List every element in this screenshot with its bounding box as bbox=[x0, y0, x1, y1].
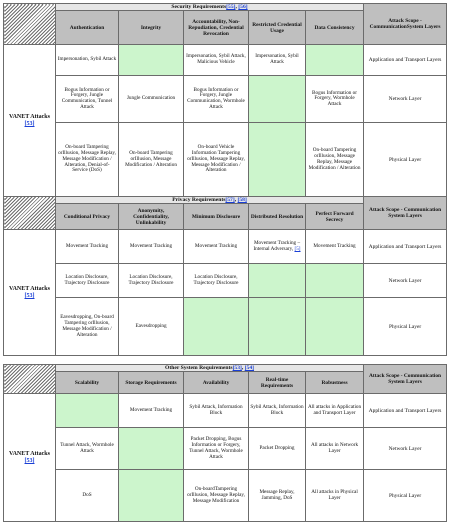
other-attack-scope-header: Attack Scope - Communication System Layers bbox=[364, 365, 447, 394]
security-col-header: Authentication bbox=[56, 11, 119, 45]
table-cell: Jungle Communication bbox=[119, 76, 184, 123]
other-section-title: Other System Requirements[53], [54] bbox=[56, 365, 364, 372]
privacy-requirements-table bbox=[3, 196, 447, 356]
other-col-header: Availability bbox=[184, 372, 249, 394]
table-cell: Movement Tracking bbox=[306, 230, 364, 264]
table-cell: Tunnel Attack, Wormhole Attack bbox=[56, 428, 119, 470]
empty-cell bbox=[184, 298, 249, 356]
table-cell: All attacks in Application and Transport Layer bbox=[306, 394, 364, 428]
table-cell: Impersonation, Sybil Attack bbox=[249, 45, 306, 76]
attack-scope-cell: Physical Layer bbox=[364, 123, 447, 197]
other-corner-cell bbox=[4, 365, 56, 394]
other-col-header: Robustness bbox=[306, 372, 364, 394]
security-vanet-ref-link[interactable]: [53] bbox=[24, 120, 35, 127]
privacy-ref-link-1[interactable]: [57] bbox=[225, 197, 235, 203]
attack-scope-cell: Physical Layer bbox=[364, 470, 447, 522]
table-cell: Movement Tracking bbox=[119, 230, 184, 264]
other-ref-link-1[interactable]: [53] bbox=[232, 365, 242, 371]
security-attack-scope-header: Attack Scope - CommunicationSystem Layers bbox=[364, 4, 447, 45]
attack-scope-cell: Application and Transport Layers bbox=[364, 394, 447, 428]
table-cell: On-board Tampering orIllusion, Message Modification / Alteration bbox=[119, 123, 184, 197]
privacy-col-header: Minimum Disclosure bbox=[184, 204, 249, 230]
table-cell: On-board Tampering orIllusion, Message Replay, Message Modification / Alteration, Denial-of-Service (DoS) bbox=[56, 123, 119, 197]
table-cell: Sybil Attack, Information Block bbox=[249, 394, 306, 428]
table-cell: Packet Dropping bbox=[249, 428, 306, 470]
empty-cell bbox=[306, 298, 364, 356]
attack-scope-cell: Application and Transport Layers bbox=[364, 45, 447, 76]
table-cell: Impersonation, Sybil Attack bbox=[56, 45, 119, 76]
other-ref-link-2[interactable]: [54] bbox=[244, 365, 255, 371]
empty-cell bbox=[119, 470, 184, 522]
privacy-vanet-label: VANET Attacks [53] bbox=[4, 230, 56, 356]
table-cell: Movement Tracking bbox=[56, 230, 119, 264]
other-col-header: Scalability bbox=[56, 372, 119, 394]
table-cell: Movement Tracking bbox=[184, 230, 249, 264]
other-col-header: Real-time Requirements bbox=[249, 372, 306, 394]
privacy-attack-scope-header: Attack Scope - Communication System Layers bbox=[364, 197, 447, 230]
table-cell: Location Disclosure, Trajectory Disclosure bbox=[56, 264, 119, 298]
empty-cell bbox=[119, 45, 184, 76]
attack-scope-cell: Physical Layer bbox=[364, 298, 447, 356]
other-vanet-label: VANET Attacks [53] bbox=[4, 394, 56, 522]
privacy-col-header: Conditional Privacy bbox=[56, 204, 119, 230]
table-cell: Sybil Attack, Information Block bbox=[184, 394, 249, 428]
empty-cell bbox=[249, 298, 306, 356]
table-cell: Location Disclosure, Trajectory Disclosure bbox=[119, 264, 184, 298]
privacy-section-title: Privacy Requirements[57], [58] bbox=[56, 197, 364, 204]
table-cell: Bogus Information or Forgery, Wormhole Attack bbox=[306, 76, 364, 123]
table-cell: Movement Tracking – Internal Adversary, [5] bbox=[249, 230, 306, 264]
security-col-header: Data Consistency bbox=[306, 11, 364, 45]
table-cell: Eavesdropping, On-board Tampering orIllusion, Message Modification / Alteration bbox=[56, 298, 119, 356]
empty-cell bbox=[249, 264, 306, 298]
table-cell: Packet Dropping, Bogus Information or Forgery, Tunnel Attack, Wormhole Attack bbox=[184, 428, 249, 470]
privacy-col-header: Perfect Forward Secrecy bbox=[306, 204, 364, 230]
privacy-ref-link-2[interactable]: [58] bbox=[237, 197, 247, 203]
attack-scope-cell: Network Layer bbox=[364, 428, 447, 470]
empty-cell bbox=[119, 428, 184, 470]
table-cell: All attacks in Physical Layer bbox=[306, 470, 364, 522]
table-cell: Bogus Information or Forgery, Jungle Communication, Wormhole Attack bbox=[184, 76, 249, 123]
security-vanet-label: VANET Attacks [53] bbox=[4, 45, 56, 197]
table-cell: Location Disclosure, Trajectory Disclosure bbox=[184, 264, 249, 298]
table-cell: Impersonation, Sybil Attack, Malicious Vehicle bbox=[184, 45, 249, 76]
privacy-corner-cell bbox=[4, 197, 56, 230]
privacy-vanet-ref-link[interactable]: [53] bbox=[24, 292, 35, 299]
other-vanet-ref-link[interactable]: [53] bbox=[24, 457, 35, 464]
empty-cell bbox=[249, 123, 306, 197]
security-corner-cell bbox=[4, 4, 56, 45]
security-requirements-table bbox=[3, 3, 447, 197]
security-ref-link-2[interactable]: [56] bbox=[238, 4, 248, 10]
table-cell: Message Replay, Jamming, DoS bbox=[249, 470, 306, 522]
empty-cell bbox=[56, 394, 119, 428]
table-cell: On-board Tampering orIllusion, Message Replay, Message Modification / Alteration bbox=[306, 123, 364, 197]
security-col-header: Accountability, Non-Repudiation, Credential Revocation bbox=[184, 11, 249, 45]
table-cell: Bogus Information or Forgery, Jungle Communication, Tunnel Attack bbox=[56, 76, 119, 123]
attack-scope-cell: Application and Transport Layers bbox=[364, 230, 447, 264]
security-col-header: Restricted Credential Usage bbox=[249, 11, 306, 45]
table-cell: Eavesdropping bbox=[119, 298, 184, 356]
internal-adversary-ref-link[interactable]: [5] bbox=[294, 245, 301, 252]
other-requirements-table bbox=[3, 364, 447, 522]
attack-scope-cell: Network Layer bbox=[364, 264, 447, 298]
security-section-title: Security Requirements[55], [56] bbox=[56, 4, 364, 11]
empty-cell bbox=[306, 264, 364, 298]
table-cell: Movement Tracking bbox=[119, 394, 184, 428]
other-col-header: Storage Requirements bbox=[119, 372, 184, 394]
table-cell: On-board Vehicle Information Tampering orIllusion, Message Replay, Message Modification / Alteration bbox=[184, 123, 249, 197]
attack-scope-cell: Network Layer bbox=[364, 76, 447, 123]
empty-cell bbox=[306, 45, 364, 76]
privacy-col-header: Distributed Resolution bbox=[249, 204, 306, 230]
empty-cell bbox=[249, 76, 306, 123]
privacy-col-header: Anonymity, Confidentiality, Unlinkability bbox=[119, 204, 184, 230]
table-cell: DoS bbox=[56, 470, 119, 522]
table-cell: All attacks in Network Layer bbox=[306, 428, 364, 470]
security-ref-link-1[interactable]: [55] bbox=[226, 4, 236, 10]
table-cell: On-boardTampering orIllusion, Message Replay, Message Modification bbox=[184, 470, 249, 522]
security-col-header: Integrity bbox=[119, 11, 184, 45]
